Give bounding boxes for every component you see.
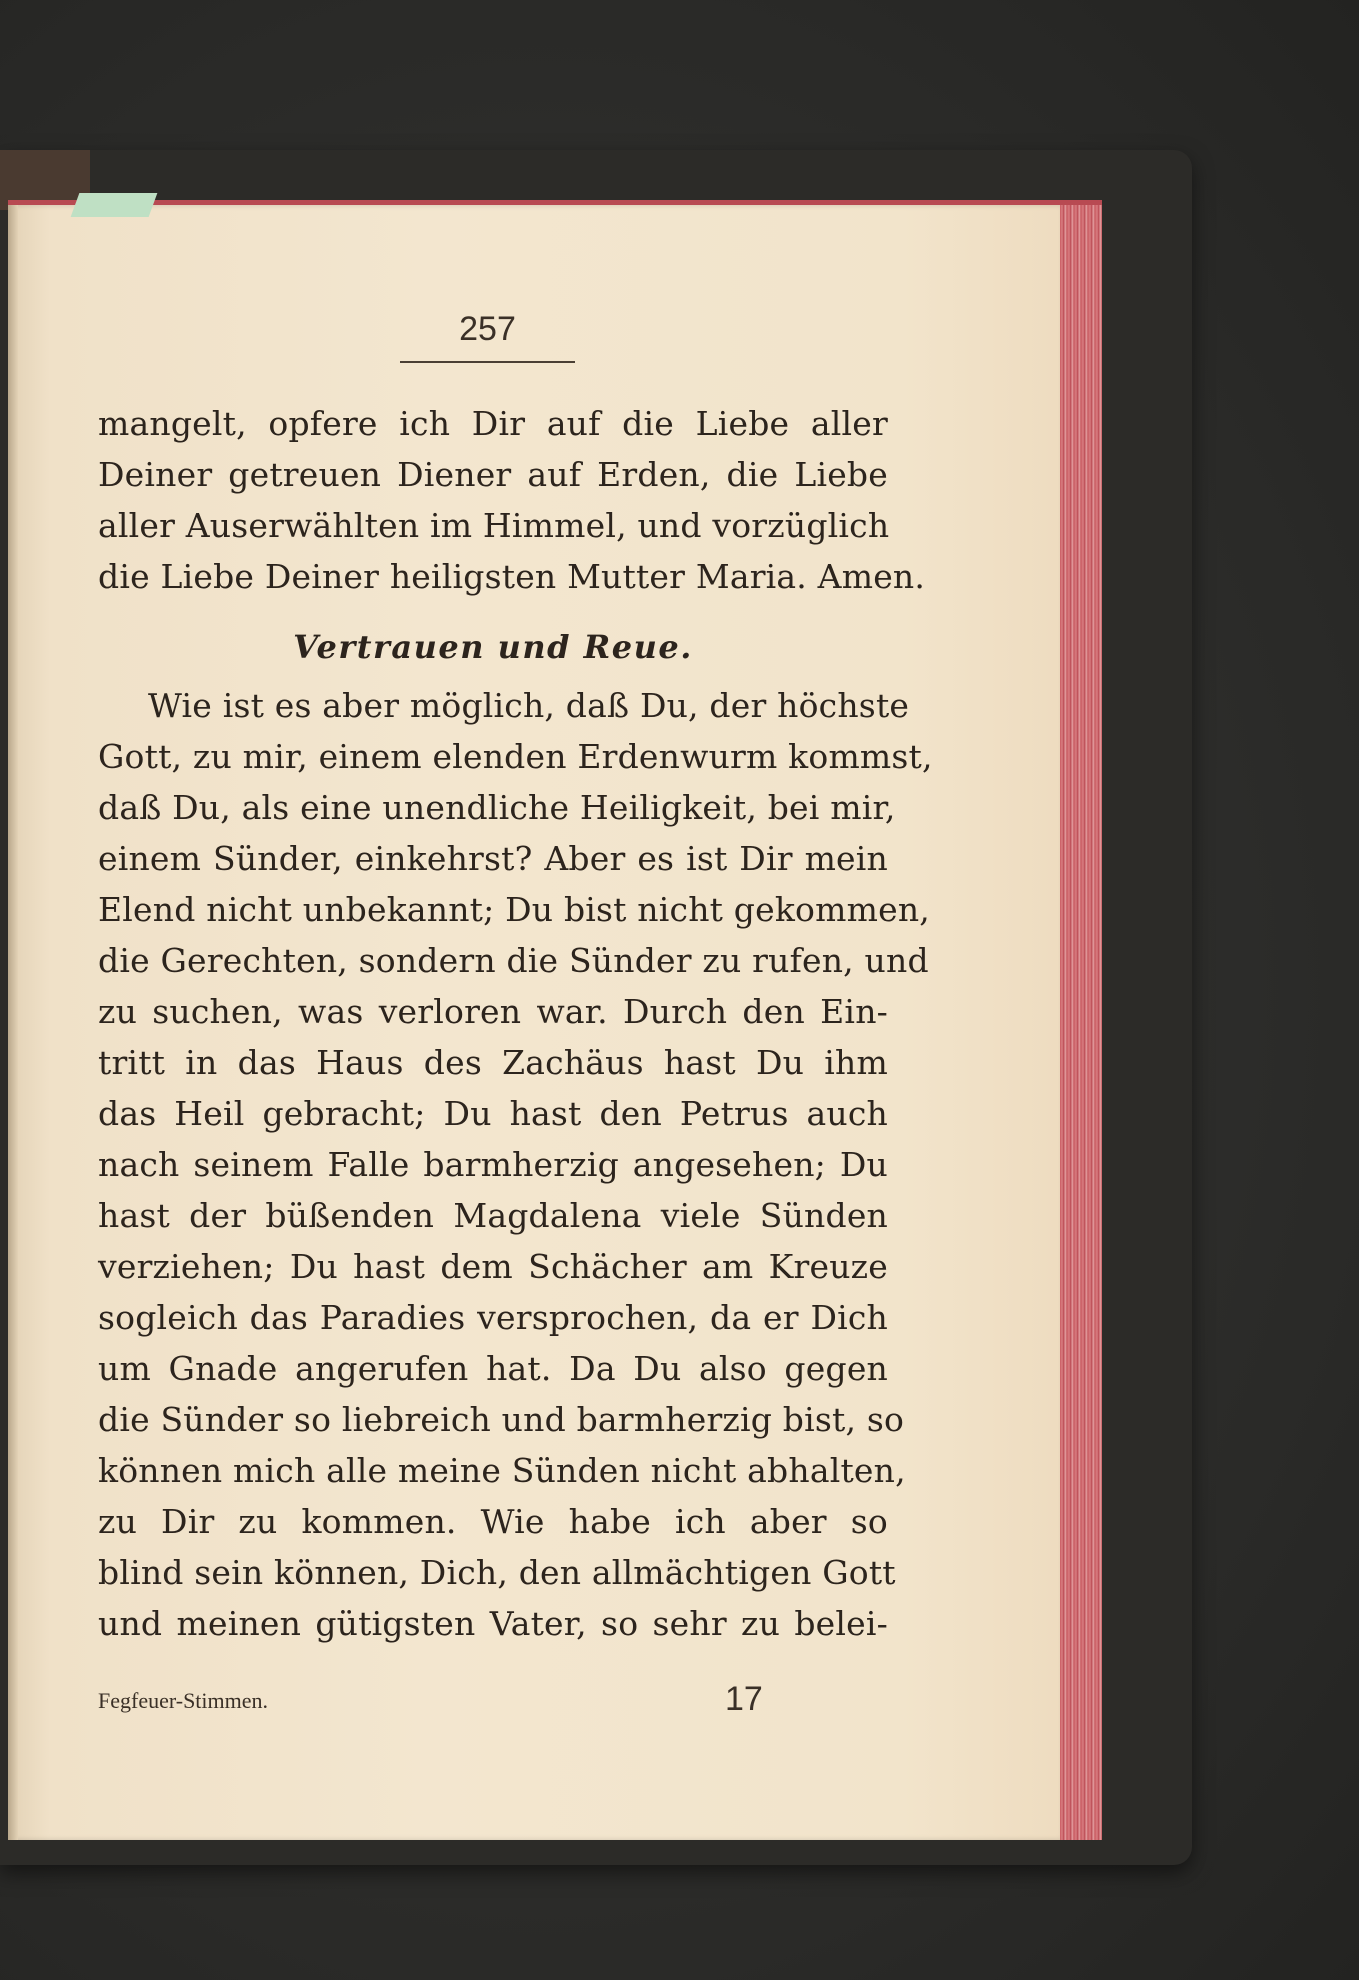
page-number-rule: [400, 361, 575, 363]
text-line: das Heil gebracht; Du hast den Petrus auch: [98, 1094, 888, 1133]
text-line: nach seinem Falle barmherzig angesehen; Du: [98, 1145, 888, 1184]
text-line: blind sein können, Dich, den allmächtigen Gott: [98, 1553, 896, 1592]
text-line: die Sünder so liebreich und barmherzig bist, so: [98, 1400, 905, 1439]
text-line: aller Auserwählten im Himmel, und vorzüglich: [98, 506, 890, 545]
text-line: Wie ist es aber möglich, daß Du, der höchste: [148, 686, 910, 725]
bookmark-ribbon: [71, 193, 158, 217]
text-line: zu Dir zu kommen. Wie habe ich aber so: [98, 1502, 888, 1541]
text-line: zu suchen, was verloren war. Durch den Ein-: [98, 992, 888, 1031]
text-line: daß Du, als eine unendliche Heiligkeit, bei mir,: [98, 788, 896, 827]
text-line: um Gnade angerufen hat. Da Du also gegen: [98, 1349, 888, 1388]
text-line: die Gerechten, sondern die Sünder zu rufen, und: [98, 941, 929, 980]
text-line: tritt in das Haus des Zachäus hast Du ihm: [98, 1043, 888, 1082]
text-line: verziehen; Du hast dem Schächer am Kreuze: [98, 1247, 888, 1286]
text-line: mangelt, opfere ich Dir auf die Liebe aller: [98, 404, 888, 443]
page-number: 257: [459, 310, 516, 348]
text-line: Gott, zu mir, einem elenden Erdenwurm kommst,: [98, 737, 933, 776]
text-line: die Liebe Deiner heiligsten Mutter Maria. Amen.: [98, 557, 926, 596]
text-line: sogleich das Paradies versprochen, da er Dich: [98, 1298, 888, 1337]
page-edges-red: [1060, 205, 1102, 1840]
page-gutter: [8, 205, 18, 1840]
section-heading: Vertrauen und Reue.: [293, 628, 693, 666]
text-line: können mich alle meine Sünden nicht abhalten,: [98, 1451, 906, 1490]
text-line: Elend nicht unbekannt; Du bist nicht gekommen,: [98, 890, 930, 929]
page-text: [98, 398, 933, 1649]
signature-number: 17: [725, 1680, 763, 1718]
text-line: einem Sünder, einkehrst? Aber es ist Dir mein: [98, 839, 888, 878]
text-line: Deiner getreuen Diener auf Erden, die Liebe: [98, 455, 888, 494]
text-line: hast der büßenden Magdalena viele Sünden: [98, 1196, 888, 1235]
text-line: und meinen gütigsten Vater, so sehr zu belei-: [98, 1604, 888, 1643]
footer-book-title: Fegfeuer-Stimmen.: [98, 1688, 269, 1713]
